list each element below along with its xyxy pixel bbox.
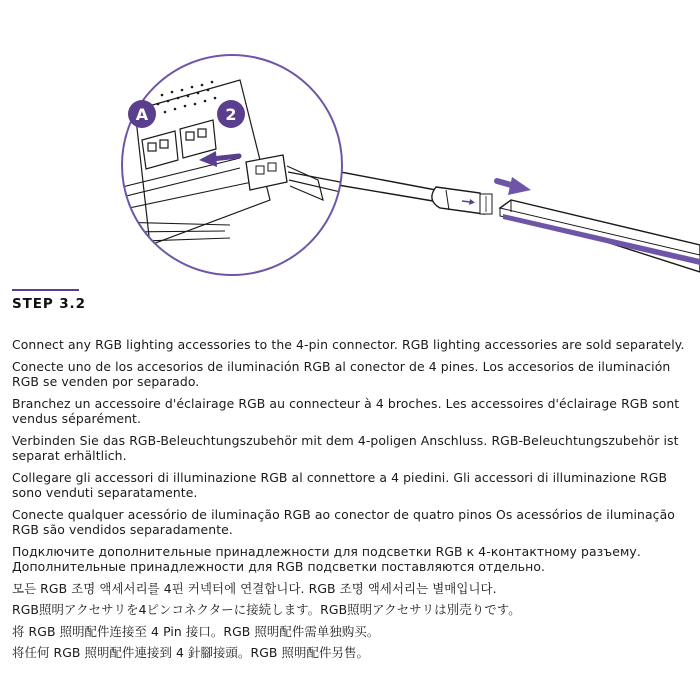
badge-2 <box>217 100 245 128</box>
led-strip <box>500 200 700 272</box>
instruction-it: Collegare gli accessori di illuminazione RGB al connettore a 4 piedini. Gli accessori di illuminazione RGB sono venduti separatamente. <box>12 469 668 500</box>
badge-a <box>128 100 156 128</box>
instruction-de: Verbinden Sie das RGB-Beleuchtungszubehör mit dem 4-poligen Anschluss. RGB-Beleuchtungszubehör ist separat erhältlich. <box>12 432 679 463</box>
svg-text:A: A <box>135 105 149 124</box>
instruction-zh-cn: 将 RGB 照明配件连接至 4 Pin 接口。RGB 照明配件需单独购买。 <box>12 623 380 639</box>
instruction-zh-tw: 将任何 RGB 照明配件連接到 4 針腳接頭。RGB 照明配件另售。 <box>12 645 369 660</box>
step-title: STEP 3.2 <box>12 296 86 312</box>
instruction-ko: 모든 RGB 조명 액세서리를 4핀 커넥터에 연결합니다. RGB 조명 액세서리는 별매입니다. <box>12 580 497 596</box>
svg-text:2: 2 <box>225 105 237 124</box>
step-rule <box>12 289 79 291</box>
motherboard-closeup <box>110 40 370 285</box>
instruction-es: Conecte uno de los accesorios de iluminación RGB al conector de 4 pines. Los accesorios de iluminación RGB se venden por separado. <box>12 358 671 389</box>
instruction-ja: RGB照明アクセサリを4ピンコネクターに接続します。RGB照明アクセサリは別売りです。 <box>12 602 521 617</box>
instruction-paragraphs <box>12 337 688 667</box>
insert-arrow-strip <box>497 177 531 195</box>
connector-illustration <box>0 0 700 285</box>
instruction-fr: Branchez un accessoire d'éclairage RGB au connecteur à 4 broches. Les accessoires d'éclairage RGB sont vendus séparément. <box>12 395 680 426</box>
strip-plug <box>432 187 492 214</box>
instruction-en: Connect any RGB lighting accessories to the 4-pin connector. RGB lighting accessories are sold separately. <box>12 337 685 352</box>
instruction-pt: Conecte qualquer acessório de iluminação RGB ao conector de quatro pinos Os acessórios de iluminação RGB são vendidos separadamente. <box>12 506 675 537</box>
instruction-ru: Подключите дополнительные принадлежности для подсветки RGB к 4-контактному разъему. Дополнительные принадлежности для RGB подсветки поставляются отдельно. <box>12 543 641 574</box>
